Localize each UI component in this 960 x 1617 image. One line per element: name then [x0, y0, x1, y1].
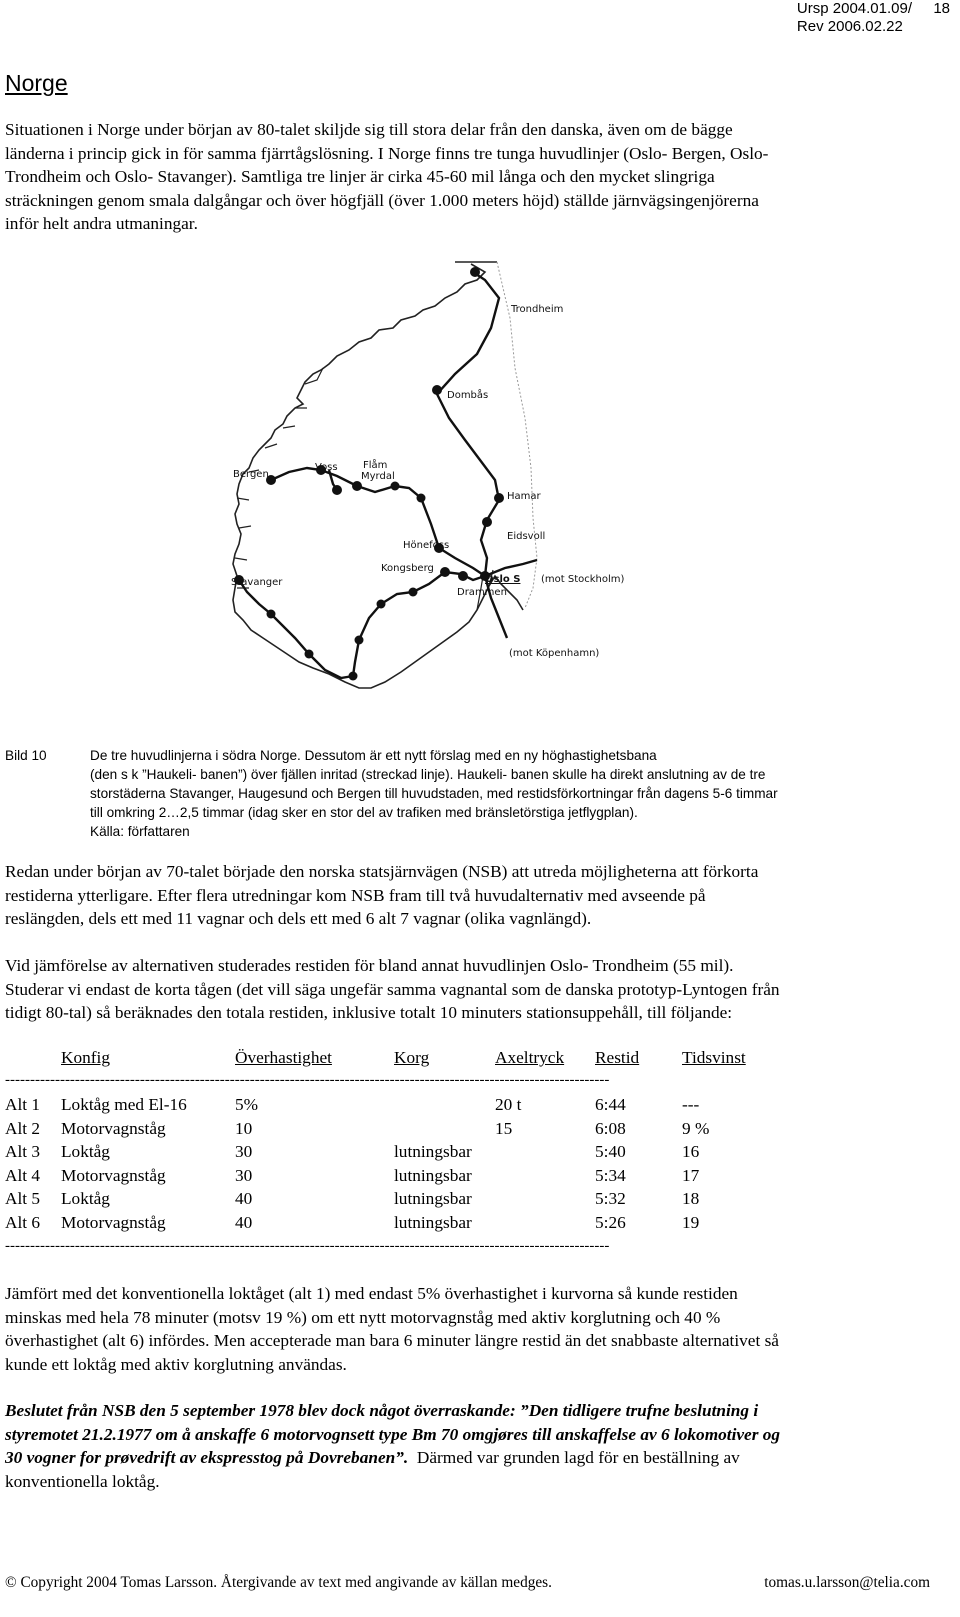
label-eidsvoll: Eidsvoll — [507, 531, 546, 542]
table-cell: 17 — [682, 1165, 700, 1185]
label-stockholm: (mot Stockholm) — [541, 574, 625, 585]
column-header: Överhastighet — [235, 1047, 332, 1067]
table-row — [5, 1164, 792, 1188]
station-7 — [305, 650, 314, 659]
table-cell: Alt 1 — [5, 1095, 41, 1115]
table-cell — [394, 1117, 495, 1141]
caption-line: till omkring 2…2,5 timmar (idag sker en stor del av trafiken med bränsletörstiga jetflygplan). — [90, 805, 638, 820]
label-dombas: Dombås — [447, 390, 489, 401]
station-2 — [417, 494, 426, 503]
table-cell: 6:08 — [595, 1118, 626, 1138]
caption-label: Bild 10 — [5, 748, 47, 763]
table-row — [5, 1141, 792, 1165]
table-cell: 9 % — [682, 1118, 710, 1138]
table-cell: 6:44 — [595, 1095, 626, 1115]
text-line: Jämfört med det konventionella loktåget (alt 1) med endast 5% överhastighet i kurvorna så kunde restiden — [5, 1284, 738, 1303]
text-line: Redan under början av 70-talet började den norska statsjärnvägen (NSB) att utreda möjligheterna att förkorta — [5, 862, 759, 881]
text-line: Studerar vi endast de korta tågen (det vill säga ungefär samma vagnantal som de danska prototyp-Lyntogen från — [5, 979, 780, 999]
paragraph-conclusion — [5, 1282, 930, 1376]
table-cell: 30 — [235, 1165, 253, 1185]
station-myrdal — [352, 481, 362, 491]
page-header — [797, 0, 950, 36]
label-stavanger: Stavanger — [231, 577, 283, 588]
table-cell: Loktåg med El-16 — [61, 1095, 187, 1115]
table-cell: Alt 2 — [5, 1118, 41, 1138]
table-cell: 5% — [235, 1095, 259, 1115]
label-myrdal: Myrdal — [361, 471, 395, 482]
table-cell: 5:40 — [595, 1142, 626, 1162]
rail-oslo-bergen — [271, 468, 485, 576]
station-kongsberg — [440, 567, 450, 577]
station-drammen — [458, 571, 468, 581]
station-trondheim — [470, 267, 480, 277]
text-line: överhastighet (alt 6) infördes. Men accepterade man bara 6 minuter längre restid än det snabbaste alternativet så — [5, 1331, 779, 1350]
text-line: Trondheim och Oslo- Stavanger). Samtliga tre linjer är cirka 45-60 mil långa och den mycket slingriga — [5, 167, 715, 186]
page-number: 18 — [933, 0, 950, 17]
caption-line: (den s k ”Haukeli- banen”) över fjällen inritad (streckad linje). Haukeli- banen skulle ha direkt anslutning av de tre — [90, 767, 766, 782]
text-line: Vid jämförelse av alternativen studerades restiden för bland annat huvudlinjen Oslo- Trondheim (55 mil). — [5, 956, 734, 975]
table-cell: lutningsbar — [394, 1142, 472, 1162]
text-line: kunde ett loktåg med aktiv korglutning användas. — [5, 1354, 347, 1374]
caption-line: Källa: författaren — [90, 824, 190, 839]
table-cell: Alt 3 — [5, 1142, 41, 1162]
norway-rail-map — [225, 258, 690, 728]
station-3 — [409, 588, 418, 597]
text-line: Beslutet från NSB den 5 september 1978 blev dock något överraskande: ”Den tidligere trufne beslutning i — [5, 1401, 759, 1420]
text-line: minskas med hela 78 minuter (motsv 19 %) om ett nytt motorvagnståg med aktiv korglutning och 40 % — [5, 1307, 721, 1327]
text-line: reslängden, dels ett med 11 vagnar och dels ett med 6 alt 7 vagnar (olika vagnlängd). — [5, 909, 592, 928]
label-kongsberg: Kongsberg — [381, 563, 434, 574]
table-cell — [394, 1094, 495, 1118]
table-row — [5, 1211, 792, 1235]
column-header: Tidsvinst — [682, 1047, 746, 1067]
station-dombas — [432, 385, 442, 395]
table-cell: Loktåg — [61, 1142, 110, 1162]
table-cell: 30 — [235, 1142, 253, 1162]
caption-line: storstäderna Stavanger, Haugesund och Bergen till huvudstaden, med restidsförkortningar från dagens 5-6 timmar — [90, 786, 778, 801]
table-cell: lutningsbar — [394, 1165, 472, 1185]
station-flam — [332, 485, 342, 495]
table-row — [5, 1094, 792, 1118]
intro-paragraph — [5, 118, 930, 236]
table-cell — [495, 1164, 595, 1188]
text-line: restiderna ytterligare. Efter flera utredningar kom NSB fram till två huvudalternativ med avseende på — [5, 885, 706, 905]
table-cell — [495, 1211, 595, 1235]
column-header — [5, 1046, 61, 1070]
label-oslo: Oslo S — [485, 574, 521, 585]
table-cell: 40 — [235, 1189, 253, 1209]
paragraph-comparison — [5, 954, 930, 1025]
label-trondheim: Trondheim — [511, 304, 564, 315]
table-cell — [495, 1141, 595, 1165]
table-cell: 15 — [495, 1118, 513, 1138]
table-cell: Motorvagnståg — [61, 1165, 166, 1185]
table-separator-top: ------------------------------------------------------------------------------------------------------------------------- — [5, 1072, 610, 1088]
table-cell: Alt 4 — [5, 1165, 41, 1185]
revision-date: Rev 2006.02.22 — [796, 18, 903, 35]
text-span: Därmed var grunden lagd för en beställning av — [408, 1448, 740, 1467]
station-eidsvoll — [482, 517, 492, 527]
original-date: Ursp 2004.01.09/ — [796, 0, 912, 17]
text-line: länderna i princip gick in för samma fjärrtågslösning. I Norge finns tre tunga huvudlinjer (Oslo- Bergen, Oslo- — [5, 143, 769, 163]
table-cell: 40 — [235, 1212, 253, 1232]
text-line: sträckningen genom smala dalgångar och över högfjäll (över 1.000 meters höjd) ställde järnvägsingenjörerna — [5, 190, 759, 210]
label-drammen: Drammen — [457, 587, 507, 598]
station-4 — [377, 600, 386, 609]
table-cell: Motorvagnståg — [61, 1212, 166, 1232]
table-cell: --- — [682, 1095, 700, 1115]
station-8 — [267, 610, 276, 619]
paragraph-nsb-studies — [5, 860, 930, 931]
table-cell: 5:34 — [595, 1165, 626, 1185]
label-hamar: Hamar — [507, 491, 541, 502]
text-line: Situationen i Norge under början av 80-talet skiljde sig till stora delar från den danska, även om de bägge — [5, 120, 733, 139]
table-cell: Loktåg — [61, 1189, 110, 1209]
table-separator-bottom: ------------------------------------------------------------------------------------------------------------------------- — [5, 1238, 610, 1254]
label-flam: Flåm — [363, 460, 388, 471]
text-line: styremotet 21.2.1977 om å anskaffe 6 motorvognsett type Bm 70 omgjøres till anskaffelse av 6 lokomotiver og — [5, 1424, 781, 1444]
table-cell: lutningsbar — [394, 1212, 472, 1232]
table-header-row — [5, 1046, 792, 1070]
table-cell: 5:26 — [595, 1212, 626, 1232]
table-cell: Alt 6 — [5, 1212, 41, 1232]
table-cell: 5:32 — [595, 1189, 626, 1209]
table-cell: 10 — [235, 1118, 253, 1138]
table-row — [5, 1117, 792, 1141]
caption-text — [90, 746, 935, 841]
rail-oslo-trondheim — [437, 272, 499, 576]
table-cell: 20 t — [495, 1095, 522, 1115]
text-line: tidigt 80-tal) så beräknades den totala restiden, inklusive totalt 10 minuters stationsuppehåll, till följande: — [5, 1003, 733, 1022]
text-line: konventionella loktåg. — [5, 1471, 160, 1491]
column-header: Korg — [394, 1047, 430, 1067]
column-header: Restid — [595, 1047, 640, 1067]
page-title: Norge — [5, 70, 68, 96]
label-kopenhamn: (mot Köpenhamn) — [509, 648, 600, 659]
copyright-text: © Copyright 2004 Tomas Larsson. Återgivande av text med angivande av källan medges. — [5, 1574, 552, 1591]
table-cell: 19 — [682, 1212, 700, 1232]
table-cell: 18 — [682, 1189, 700, 1209]
table-cell — [495, 1188, 595, 1212]
rail-to-kopenhamn — [485, 576, 507, 638]
station-6 — [349, 672, 358, 681]
table-cell: 16 — [682, 1142, 700, 1162]
text-line: inför helt andra utmaningar. — [5, 214, 198, 233]
station-1 — [391, 482, 400, 491]
label-voss: Voss — [315, 462, 338, 473]
table-row — [5, 1188, 792, 1212]
page-footer — [5, 1574, 930, 1592]
label-honefoss: Hönefoss — [403, 540, 450, 551]
table-cell: lutningsbar — [394, 1189, 472, 1209]
decision-quote-end: 30 vogner for prøvedrift av ekspresstog på Dovrebanen”. — [5, 1448, 409, 1467]
station-hamar — [494, 493, 504, 503]
label-bergen: Bergen — [233, 469, 269, 480]
author-email[interactable]: tomas.u.larsson@telia.com — [764, 1574, 930, 1591]
column-header: Konfig — [61, 1047, 110, 1067]
table-cell: Alt 5 — [5, 1189, 41, 1209]
column-header: Axeltryck — [495, 1047, 565, 1067]
caption-line: De tre huvudlinjerna i södra Norge. Dessutom är ett nytt förslag med en ny höghastighetsbana — [90, 748, 657, 763]
table-cell: Motorvagnståg — [61, 1118, 166, 1138]
text-line — [5, 1446, 930, 1470]
station-5 — [355, 636, 364, 645]
paragraph-nsb-decision — [5, 1399, 930, 1493]
